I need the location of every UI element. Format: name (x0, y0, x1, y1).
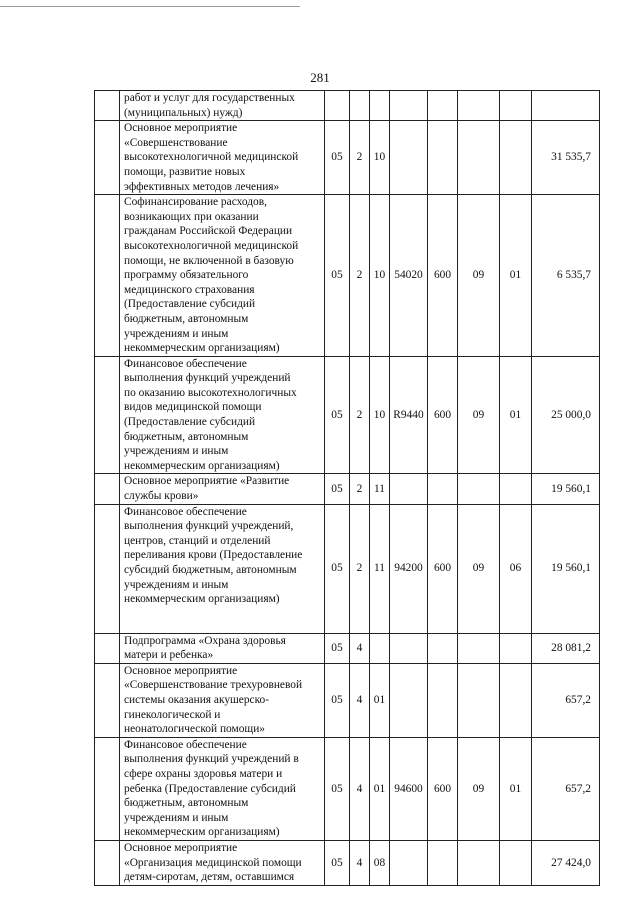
description-line: некоммерческим организациям) (124, 593, 280, 606)
description-cell (120, 195, 325, 357)
subsection-code-cell: 2 (350, 474, 370, 504)
amount-cell: 19 560,1 (532, 474, 600, 504)
table-row (95, 737, 600, 840)
expense-type-cell (428, 121, 458, 195)
subsection-code-cell: 2 (350, 195, 370, 357)
description-line: помощи, не включенной в базовую (124, 254, 294, 267)
description-line: системы оказания акушерско- (124, 694, 270, 706)
direction-code-cell: 54020 (390, 195, 428, 357)
description-line: выполнения функций учреждений (124, 372, 291, 385)
amount-cell: 27 424,0 (532, 840, 600, 885)
description-line: по оказанию высокотехнологичных (124, 386, 297, 399)
direction-code-cell (390, 91, 428, 121)
description-line: бюджетным, автономным (124, 430, 249, 443)
row-number-cell (95, 840, 120, 885)
gp-code-cell (458, 663, 500, 737)
amount-cell: 28 081,2 (532, 633, 600, 663)
expense-type-cell: 600 (428, 504, 458, 633)
direction-code-cell: 94200 (390, 504, 428, 633)
expense-type-cell (428, 633, 458, 663)
description-cell (120, 504, 325, 633)
row-number-cell (95, 121, 120, 195)
row-number-cell (95, 474, 120, 504)
table-row (95, 840, 600, 885)
table-row (95, 633, 600, 663)
program-code-cell (370, 91, 390, 121)
program-code-cell: 10 (370, 121, 390, 195)
description-line: высокотехнологичной медицинской (124, 239, 299, 252)
description-line: Основное мероприятие (124, 122, 238, 135)
description-line: Финансовое обеспечение (124, 738, 247, 751)
description-line: учреждениям и иным (124, 327, 229, 340)
description-line: учреждениям и иным (124, 811, 229, 824)
ss-code-cell: 06 (500, 504, 532, 633)
program-code-cell: 11 (370, 504, 390, 633)
subsection-code-cell: 4 (350, 737, 370, 840)
expense-type-cell: 600 (428, 737, 458, 840)
expense-type-cell: 600 (428, 195, 458, 357)
subsection-code-cell: 2 (350, 121, 370, 195)
description-line: работ и услуг для государственных (124, 92, 295, 104)
row-number-cell (95, 504, 120, 633)
gp-code-cell: 09 (458, 737, 500, 840)
expense-type-cell (428, 663, 458, 737)
section-code-cell: 05 (325, 663, 350, 737)
row-number-cell (95, 737, 120, 840)
amount-cell: 6 535,7 (532, 195, 600, 357)
description-line: «Совершенствование (124, 136, 228, 149)
description-line: некоммерческим организациям) (124, 459, 280, 472)
gp-code-cell: 09 (458, 504, 500, 633)
program-code-cell: 01 (370, 737, 390, 840)
amount-cell: 657,2 (532, 663, 600, 737)
description-line: переливания крови (Предоставление (124, 549, 303, 562)
description-line: Подпрограмма «Охрана здоровья (124, 634, 286, 647)
description-line: Софинансирование расходов, (124, 196, 267, 209)
program-code-cell: 11 (370, 474, 390, 504)
description-line: субсидий бюджетным, автономным (124, 564, 297, 576)
ss-code-cell (500, 663, 532, 737)
description-cell (120, 633, 325, 663)
expense-type-cell: 600 (428, 356, 458, 474)
scan-edge-line (0, 6, 300, 7)
program-code-cell: 01 (370, 663, 390, 737)
description-line: учреждениям и иным (124, 578, 229, 591)
description-line: ребенка (Предоставление субсидий (124, 782, 296, 795)
table-row (95, 663, 600, 737)
amount-cell: 19 560,1 (532, 504, 600, 633)
direction-code-cell (390, 633, 428, 663)
description-line: детям-сиротам, детям, оставшимся (124, 871, 295, 884)
subsection-code-cell: 2 (350, 504, 370, 633)
direction-code-cell (390, 840, 428, 885)
ss-code-cell (500, 121, 532, 195)
row-number-cell (95, 663, 120, 737)
ss-code-cell (500, 474, 532, 504)
table-row (95, 91, 600, 121)
ss-code-cell: 01 (500, 356, 532, 474)
description-line: (муниципальных) нужд) (124, 106, 243, 119)
row-number-cell (95, 91, 120, 121)
description-line: (Предоставление субсидий (124, 416, 256, 429)
subsection-code-cell: 2 (350, 356, 370, 474)
direction-code-cell: R9440 (390, 356, 428, 474)
description-line: «Организация медицинской помощи (124, 856, 302, 869)
description-line: учреждениям и иным (124, 445, 229, 458)
subsection-code-cell: 4 (350, 633, 370, 663)
section-code-cell: 05 (325, 504, 350, 633)
description-line: видов медицинской помощи (124, 401, 262, 414)
program-code-cell: 10 (370, 195, 390, 357)
direction-code-cell (390, 121, 428, 195)
amount-cell: 657,2 (532, 737, 600, 840)
description-line: бюджетным, автономным (124, 797, 249, 810)
description-line: сфере охраны здоровья матери и (124, 767, 283, 780)
description-line: возникающих при оказании (124, 210, 259, 223)
direction-code-cell: 94600 (390, 737, 428, 840)
subsection-code-cell (350, 91, 370, 121)
amount-cell: 31 535,7 (532, 121, 600, 195)
description-line: Финансовое обеспечение (124, 357, 247, 370)
direction-code-cell (390, 663, 428, 737)
description-line: центров, станций и отделений (124, 534, 271, 547)
description-line: службы крови» (124, 490, 199, 503)
description-line: Основное мероприятие (124, 664, 238, 677)
description-line: неонатологической помощи» (124, 723, 265, 736)
description-line: (Предоставление субсидий (124, 298, 256, 311)
description-line: гинекологической и (124, 708, 221, 721)
section-code-cell: 05 (325, 121, 350, 195)
table-row (95, 504, 600, 633)
gp-code-cell: 09 (458, 356, 500, 474)
table-row (95, 474, 600, 504)
description-line: некоммерческим организациям) (124, 826, 280, 839)
table-row (95, 195, 600, 357)
program-code-cell: 08 (370, 840, 390, 885)
description-line: матери и ребенка» (124, 649, 214, 662)
gp-code-cell (458, 474, 500, 504)
row-number-cell (95, 195, 120, 357)
description-line: выполнения функций учреждений в (124, 753, 299, 766)
section-code-cell: 05 (325, 356, 350, 474)
expense-type-cell (428, 840, 458, 885)
table-row (95, 121, 600, 195)
program-code-cell (370, 633, 390, 663)
description-cell (120, 91, 325, 121)
subsection-code-cell: 4 (350, 663, 370, 737)
ss-code-cell (500, 840, 532, 885)
description-line: гражданам Российской Федерации (124, 225, 293, 238)
section-code-cell: 05 (325, 474, 350, 504)
gp-code-cell: 09 (458, 195, 500, 357)
description-cell (120, 474, 325, 504)
description-cell (120, 121, 325, 195)
page-number: 281 (310, 70, 330, 85)
section-code-cell: 05 (325, 840, 350, 885)
row-number-cell (95, 356, 120, 474)
gp-code-cell (458, 840, 500, 885)
amount-cell (532, 91, 600, 121)
description-line: Основное мероприятие (124, 841, 238, 854)
description-line: помощи, развитие новых (124, 165, 246, 178)
row-number-cell (95, 633, 120, 663)
gp-code-cell (458, 633, 500, 663)
ss-code-cell: 01 (500, 737, 532, 840)
section-code-cell: 05 (325, 195, 350, 357)
description-line: Финансовое обеспечение (124, 505, 247, 518)
description-line: «Совершенствование трехуровневой (124, 679, 303, 692)
expense-type-cell (428, 91, 458, 121)
amount-cell: 25 000,0 (532, 356, 600, 474)
subsection-code-cell: 4 (350, 840, 370, 885)
section-code-cell: 05 (325, 737, 350, 840)
description-line: медицинского страхования (124, 283, 255, 296)
description-line: некоммерческим организациям) (124, 342, 280, 355)
description-line: эффективных методов лечения» (124, 180, 280, 193)
description-line: программу обязательного (124, 269, 249, 282)
program-code-cell: 10 (370, 356, 390, 474)
expense-type-cell (428, 474, 458, 504)
gp-code-cell (458, 121, 500, 195)
table-body (95, 91, 600, 886)
budget-table (94, 90, 600, 886)
direction-code-cell (390, 474, 428, 504)
ss-code-cell (500, 91, 532, 121)
description-cell (120, 356, 325, 474)
ss-code-cell: 01 (500, 195, 532, 357)
description-line: Основное мероприятие «Развитие (124, 475, 290, 488)
description-line: выполнения функций учреждений, (124, 520, 294, 533)
description-line: бюджетным, автономным (124, 312, 249, 325)
description-cell (120, 737, 325, 840)
gp-code-cell (458, 91, 500, 121)
description-cell (120, 663, 325, 737)
description-line: высокотехнологичной медицинской (124, 151, 299, 164)
section-code-cell (325, 91, 350, 121)
table-row (95, 356, 600, 474)
section-code-cell: 05 (325, 633, 350, 663)
description-cell (120, 840, 325, 885)
ss-code-cell (500, 633, 532, 663)
